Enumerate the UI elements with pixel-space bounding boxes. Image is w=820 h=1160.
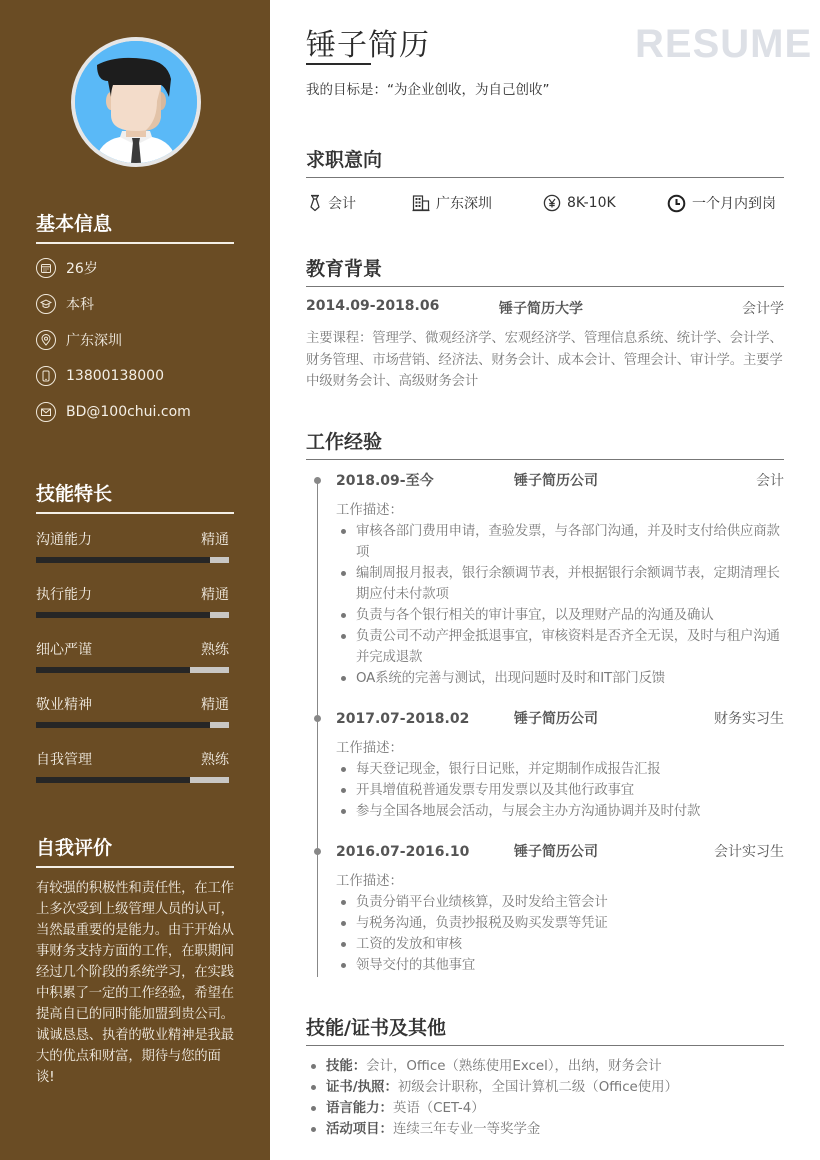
skill-item: [36, 628, 234, 683]
timeline-dot: [314, 715, 321, 722]
other-item: [306, 1077, 784, 1098]
skills-title: 技能特长: [36, 483, 113, 505]
other-item: [306, 1056, 784, 1077]
skill-bar-fill: [36, 557, 210, 563]
skill-bar: [36, 612, 229, 618]
skill-name: 敬业精神: [36, 697, 92, 713]
others-title: 技能/证书及其他: [306, 1017, 446, 1039]
duty-item: 开具增值税普通发票专用发票以及其他行政事宜: [336, 780, 784, 801]
info-age: [36, 250, 234, 286]
job-role: 会计: [756, 473, 784, 489]
skills-section: [36, 480, 234, 793]
other-text: 初级会计职称，全国计算机二级（Office使用）: [397, 1080, 678, 1095]
basic-info-section: [36, 210, 234, 430]
intent-salary-text: 8K-10K: [567, 195, 616, 211]
job-role: 财务实习生: [714, 711, 784, 727]
job-date: 2018.09-至今: [336, 473, 434, 489]
other-label: 语言能力：: [326, 1101, 393, 1116]
other-item: [306, 1119, 784, 1140]
phone-text: 13800138000: [66, 368, 164, 384]
skill-item: [36, 573, 234, 628]
location-pin-icon: [36, 330, 56, 350]
info-degree: [36, 286, 234, 322]
job-role: 会计实习生: [714, 844, 784, 860]
education-major: 会计学: [742, 301, 784, 317]
duty-item: 领导交付的其他事宜: [336, 955, 784, 976]
resume-watermark: RESUME: [635, 22, 813, 66]
email-text: BD@100chui.com: [66, 404, 191, 420]
self-evaluation-section: [36, 834, 234, 1088]
skill-bar-fill: [36, 777, 190, 783]
duty-item: 负责与各个银行相关的审计事宜，以及理财产品的沟通及确认: [336, 605, 784, 626]
divider: [306, 459, 784, 460]
timeline-dot: [314, 848, 321, 855]
duty-item: 参与全国各地展会活动，与展会主办方沟通协调并及时付款: [336, 801, 784, 822]
duty-item: OA系统的完善与测试，出现问题时及时和IT部门反馈: [336, 668, 784, 689]
job-intention-row: [306, 192, 784, 214]
skill-item: [36, 738, 234, 793]
skill-bar-fill: [36, 667, 190, 673]
job-desc-label: 工作描述：: [336, 503, 403, 518]
skill-name: 沟通能力: [36, 532, 92, 548]
other-label: 技能：: [326, 1059, 367, 1074]
other-text: 会计，Office（熟练使用Excel），出纳，财务会计: [366, 1059, 662, 1074]
job-date: 2016.07-2016.10: [336, 844, 470, 860]
divider: [306, 1045, 784, 1046]
duty-item: 审核各部门费用申请，查验发票，与各部门沟通，并及时支付给供应商款项: [336, 521, 784, 563]
skill-item: [36, 683, 234, 738]
skill-name: 执行能力: [36, 587, 92, 603]
other-text: 连续三年专业一等奖学金: [392, 1122, 541, 1137]
self-evaluation-text: 有较强的积极性和责任性，在工作上多次受到上级管理人员的认可，当然最重要的是能力。由于开始从事财务支持方面的工作，在职期间经过几个阶段的系统学习，在实践中积累了一定的工作经验，希望在提高自已的同时能加盟到贵公司。诚诚恳恳、执着的敬业精神是我最大的优点和财富，期待与您的面谈!: [36, 881, 234, 1085]
job-intention-title: 求职意向: [306, 149, 383, 171]
phone-icon: [36, 366, 56, 386]
other-label: 活动项目：: [326, 1122, 393, 1137]
job-company: 锤子简历公司: [514, 473, 598, 489]
job-company: 锤子简历公司: [514, 844, 598, 860]
duty-item: 编制周报月报表，银行余额调节表，并根据银行余额调节表，定期清理长期应付未付款项: [336, 563, 784, 605]
age-text: 26岁: [66, 261, 98, 277]
duty-item: 与税务沟通，负责抄报税及购买发票等凭证: [336, 913, 784, 934]
tie-icon: [308, 194, 322, 212]
work-title: 工作经验: [306, 431, 383, 453]
calendar-icon: [36, 258, 56, 278]
intent-position-text: 会计: [328, 196, 356, 212]
skill-name: 自我管理: [36, 752, 92, 768]
divider: [306, 286, 784, 287]
avatar: [71, 37, 201, 167]
clock-icon: [667, 194, 686, 213]
intent-position: [308, 192, 356, 214]
intent-city-text: 广东深圳: [436, 196, 492, 212]
motto: 我的目标是：“为企业创收，为自己创收”: [306, 82, 550, 98]
divider: [36, 512, 234, 514]
job-duties: [336, 521, 784, 689]
education-title: 教育背景: [306, 258, 383, 280]
info-email: [36, 394, 234, 430]
candidate-name: 锤子简历: [306, 28, 430, 63]
intent-city: [412, 192, 492, 214]
duty-item: 每天登记现金，银行日记账，并定期制作成报告汇报: [336, 759, 784, 780]
duty-item: 负责分销平台业绩核算，及时发给主管会计: [336, 892, 784, 913]
divider: [36, 242, 234, 244]
education-date: 2014.09-2018.06: [306, 298, 440, 314]
mail-icon: [36, 402, 56, 422]
skill-bar-fill: [36, 612, 210, 618]
timeline-dot: [314, 477, 321, 484]
other-label: 证书/执照：: [326, 1080, 398, 1095]
skill-bar: [36, 557, 229, 563]
divider: [306, 177, 784, 178]
job-duties: [336, 892, 784, 976]
intent-salary: [543, 192, 616, 214]
timeline-line: [317, 480, 318, 977]
duty-item: 工资的发放和审核: [336, 934, 784, 955]
skill-level: 精通: [201, 587, 229, 603]
skill-bar: [36, 722, 229, 728]
location-text: 广东深圳: [66, 333, 122, 349]
info-location: [36, 322, 234, 358]
skill-level: 精通: [201, 697, 229, 713]
job-desc-label: 工作描述：: [336, 874, 403, 889]
job-duties: [336, 759, 784, 822]
skill-bar-fill: [36, 722, 210, 728]
self-evaluation-title: 自我评价: [36, 837, 113, 859]
name-underline: [306, 63, 371, 65]
skill-level: 熟练: [201, 752, 229, 768]
job-company: 锤子简历公司: [514, 711, 598, 727]
skill-name: 细心严谨: [36, 642, 92, 658]
others-list: [306, 1056, 784, 1140]
education-description: 主要课程：管理学、微观经济学、宏观经济学、管理信息系统、统计学、会计学、财务管理、市场营销、经济法、财务会计、成本会计、管理会计、审计学。主要学中级财务会计、高级财务会计: [306, 331, 783, 389]
yen-icon: [543, 194, 561, 212]
skill-bar: [36, 777, 229, 783]
avatar-illustration: [75, 41, 197, 163]
education-header: [306, 298, 784, 318]
duty-item: 负责公司不动产押金抵退事宜，审核资料是否齐全无误，及时与租户沟通并完成退款: [336, 626, 784, 668]
intent-availability: [667, 192, 776, 214]
job-desc-label: 工作描述：: [336, 741, 403, 756]
info-phone: [36, 358, 234, 394]
skill-level: 熟练: [201, 642, 229, 658]
divider: [36, 866, 234, 868]
skill-bar: [36, 667, 229, 673]
graduation-cap-icon: [36, 294, 56, 314]
job-date: 2017.07-2018.02: [336, 711, 470, 727]
other-item: [306, 1098, 784, 1119]
education-school: 锤子简历大学: [499, 301, 583, 317]
basic-info-title: 基本信息: [36, 213, 113, 235]
other-text: 英语（CET-4）: [392, 1101, 485, 1116]
intent-availability-text: 一个月内到岗: [692, 196, 776, 212]
sidebar: [0, 0, 270, 1160]
skill-level: 精通: [201, 532, 229, 548]
skill-item: [36, 518, 234, 573]
building-icon: [412, 194, 430, 212]
degree-text: 本科: [66, 297, 94, 313]
